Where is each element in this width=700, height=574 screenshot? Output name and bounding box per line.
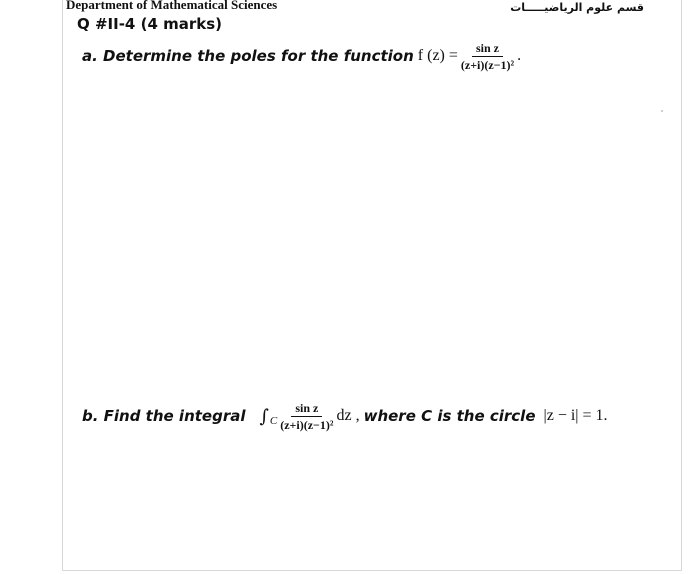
part-b-numerator: sin z <box>291 401 322 417</box>
part-a-function: f (z) = <box>417 47 458 64</box>
part-a-numerator: sin z <box>472 41 503 57</box>
part-b-line <box>82 398 608 434</box>
part-b-text-after: where C is the circle <box>363 407 536 425</box>
contour-label: C <box>269 415 278 427</box>
department-name-english: Department of Mathematical Sciences <box>66 0 278 12</box>
part-a-period: . <box>517 47 522 64</box>
part-a-denominator: (z+i)(z−1)² <box>460 57 515 72</box>
part-b-denominator: (z+i)(z−1)² <box>280 417 334 432</box>
scan-speck <box>661 110 663 112</box>
part-a-fraction <box>461 41 514 72</box>
part-b-differential: dz , <box>336 407 360 424</box>
part-b-condition: |z − i| = 1. <box>543 407 608 424</box>
part-b-fraction <box>280 401 333 432</box>
page-border <box>62 0 682 571</box>
part-a-text: a. Determine the poles for the function <box>82 47 414 65</box>
department-name-arabic: قسم علوم الرياضيـــــات <box>510 1 644 14</box>
part-b-text: b. Find the integral <box>82 407 246 425</box>
integral-sign: ∫ <box>259 405 269 427</box>
part-a-line <box>82 38 521 74</box>
question-title: Q #II-4 (4 marks) <box>77 15 223 33</box>
